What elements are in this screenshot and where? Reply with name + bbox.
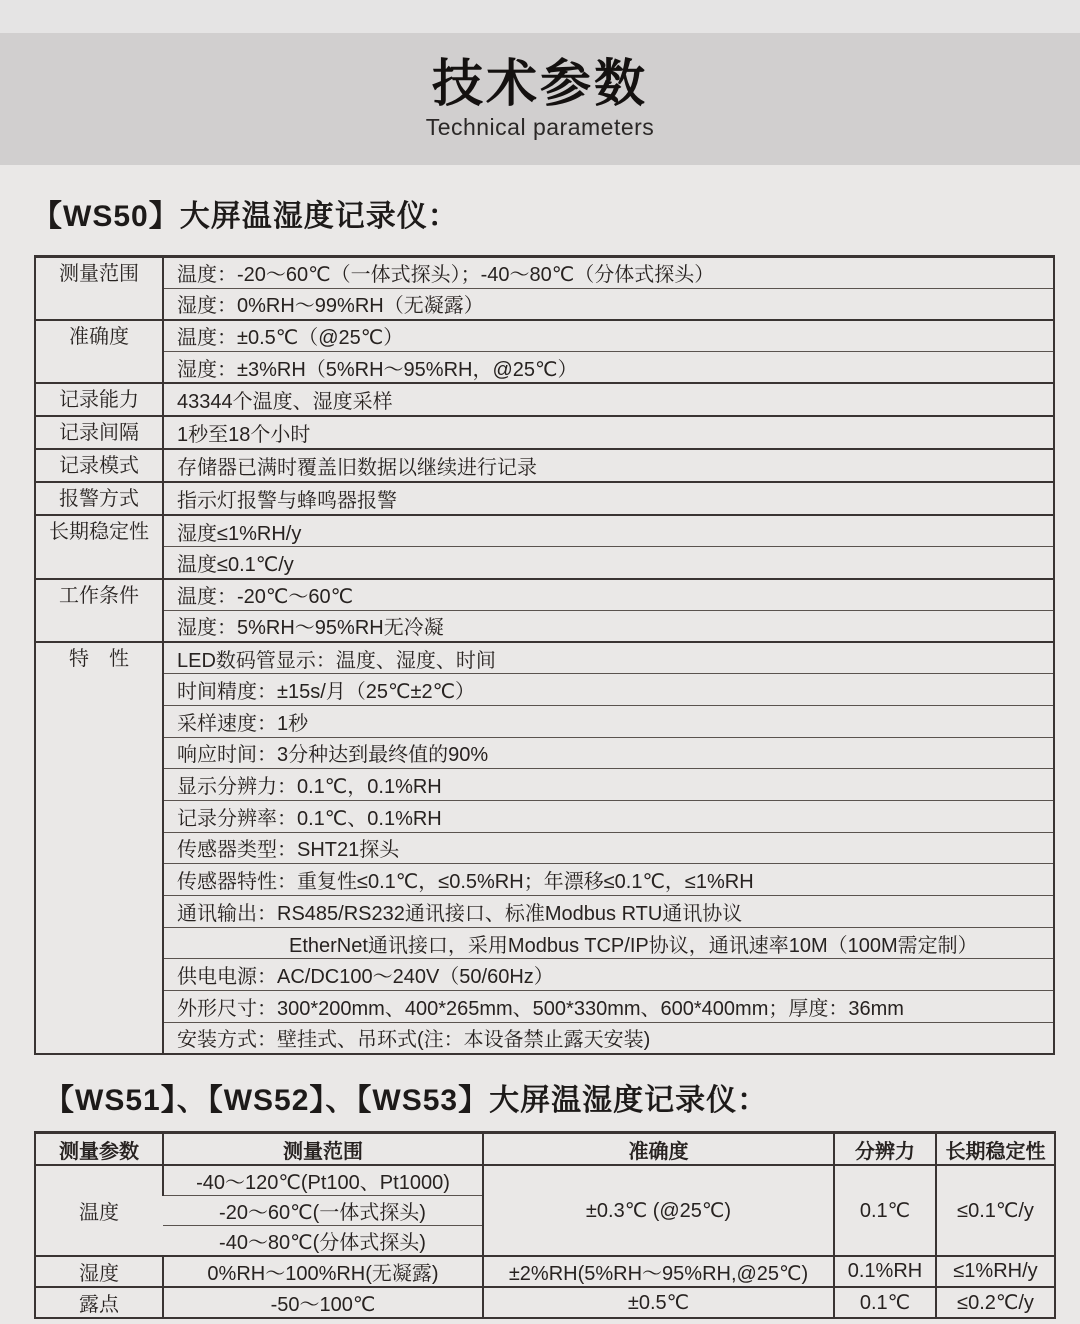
table-row (35, 1256, 1055, 1287)
spec-value: 温度：±0.5℃（@25℃） (163, 320, 1054, 352)
page-subtitle: Technical parameters (425, 113, 655, 140)
spec-value: 显示分辨力：0.1℃，0.1%RH (163, 769, 1054, 801)
page-header (0, 33, 1080, 165)
spec-label: 工作条件 (35, 579, 163, 642)
spec-value: 供电电源：AC/DC100～240V（50/60Hz） (163, 959, 1054, 991)
stability-cell: ≤0.2℃/y (936, 1287, 1055, 1318)
spec-label: 报警方式 (35, 482, 163, 515)
spec-value: 1秒至18个小时 (163, 416, 1054, 449)
spec-label: 记录模式 (35, 449, 163, 482)
table-row (35, 320, 1054, 352)
table-row (35, 705, 1054, 737)
ws50-section-title: 【WS50】大屏温湿度记录仪： (32, 200, 459, 233)
spec-value: 通讯输出：RS485/RS232通讯接口、标准Modbus RTU通讯协议 (163, 896, 1054, 928)
param-cell: 湿度 (35, 1256, 163, 1287)
table-row (35, 1022, 1054, 1054)
table-row (35, 352, 1054, 384)
table-row (35, 991, 1054, 1023)
table-row (35, 832, 1054, 864)
main-content (0, 197, 1080, 1319)
table-row (35, 896, 1054, 928)
resolution-cell: 0.1℃ (834, 1165, 936, 1256)
column-header: 分辨力 (834, 1132, 936, 1165)
ws5x-spec-table (34, 1131, 1056, 1320)
table-row (35, 674, 1054, 706)
spec-value: 外形尺寸：300*200mm、400*265mm、500*330mm、600*400mm；厚度：36mm (163, 991, 1054, 1023)
table-header-row (35, 1132, 1055, 1165)
table-row (35, 482, 1054, 515)
table-row (35, 769, 1054, 801)
spec-label: 记录间隔 (35, 416, 163, 449)
spec-value: 传感器类型：SHT21探头 (163, 832, 1054, 864)
table-row (35, 547, 1054, 579)
spec-label: 记录能力 (35, 383, 163, 416)
resolution-cell: 0.1%RH (834, 1256, 936, 1287)
spec-value: 传感器特性：重复性≤0.1℃，≤0.5%RH；年漂移≤0.1℃，≤1%RH (163, 864, 1054, 896)
spec-value: 温度：-20℃～60℃ (163, 579, 1054, 611)
spec-value: 湿度：±3%RH（5%RH～95%RH，@25℃） (163, 352, 1054, 384)
param-cell: 温度 (35, 1165, 163, 1256)
param-cell: 露点 (35, 1287, 163, 1318)
table-row (35, 959, 1054, 991)
resolution-cell: 0.1℃ (834, 1287, 936, 1318)
table-row (35, 449, 1054, 482)
accuracy-cell: ±0.5℃ (483, 1287, 834, 1318)
table-row (35, 416, 1054, 449)
spec-value: 记录分辨率：0.1℃、0.1%RH (163, 800, 1054, 832)
range-cell: -20～60℃(一体式探头) (163, 1196, 483, 1226)
top-strip (0, 0, 1080, 33)
ws50-spec-table (34, 255, 1055, 1055)
spec-value: 存储器已满时覆盖旧数据以继续进行记录 (163, 449, 1054, 482)
ws5x-section-title: 【WS51】、【WS52】、【WS53】大屏温湿度记录仪： (44, 1083, 769, 1117)
spec-value: 安装方式：壁挂式、吊环式(注：本设备禁止露天安装) (163, 1022, 1054, 1054)
table-row (35, 927, 1054, 959)
table-row (35, 257, 1054, 289)
range-cell: 0%RH～100%RH(无凝露) (163, 1256, 483, 1287)
range-cell: -40～80℃(分体式探头) (163, 1226, 483, 1257)
accuracy-cell: ±2%RH(5%RH～95%RH,@25℃) (483, 1256, 834, 1287)
spec-value: 温度：-20～60℃（一体式探头）；-40～80℃（分体式探头） (163, 257, 1054, 289)
spec-value: 响应时间：3分种达到最终值的90% (163, 737, 1054, 769)
spec-label: 准确度 (35, 320, 163, 383)
range-cell: -40～120℃(Pt100、Pt1000) (163, 1165, 483, 1196)
spec-label: 长期稳定性 (35, 515, 163, 578)
spec-value: 43344个温度、湿度采样 (163, 383, 1054, 416)
column-header: 准确度 (483, 1132, 834, 1165)
table-row (35, 515, 1054, 547)
table-row (35, 864, 1054, 896)
range-cell: -50～100℃ (163, 1287, 483, 1318)
spec-label: 特 性 (35, 642, 163, 1054)
stability-cell: ≤1%RH/y (936, 1256, 1055, 1287)
stability-cell: ≤0.1℃/y (936, 1165, 1055, 1256)
table-row (35, 1287, 1055, 1318)
column-header: 测量范围 (163, 1132, 483, 1165)
column-header: 长期稳定性 (936, 1132, 1055, 1165)
column-header: 测量参数 (59, 1140, 139, 1163)
table-row (35, 642, 1054, 674)
table-row (35, 610, 1054, 642)
table-row (35, 579, 1054, 611)
table-row (35, 288, 1054, 320)
table-row (35, 383, 1054, 416)
table-row (35, 800, 1054, 832)
accuracy-cell: ±0.3℃ (@25℃) (483, 1165, 834, 1256)
spec-value: LED数码管显示：温度、湿度、时间 (163, 642, 1054, 674)
spec-value: 湿度：5%RH～95%RH无冷凝 (163, 610, 1054, 642)
page-title: 技术参数 (431, 55, 648, 113)
spec-value: 湿度≤1%RH/y (163, 515, 1054, 547)
spec-value: 采样速度：1秒 (163, 705, 1054, 737)
spec-value: 温度≤0.1℃/y (163, 547, 1054, 579)
spec-value: EtherNet通讯接口，采用Modbus TCP/IP协议，通讯速率10M（100M需定制） (163, 927, 1054, 959)
spec-value: 指示灯报警与蜂鸣器报警 (163, 482, 1054, 515)
spec-value: 湿度：0%RH～99%RH（无凝露） (163, 288, 1054, 320)
spec-value: 时间精度：±15s/月（25℃±2℃） (163, 674, 1054, 706)
table-row (35, 1165, 1055, 1196)
spec-label: 测量范围 (35, 257, 163, 320)
table-row (35, 737, 1054, 769)
